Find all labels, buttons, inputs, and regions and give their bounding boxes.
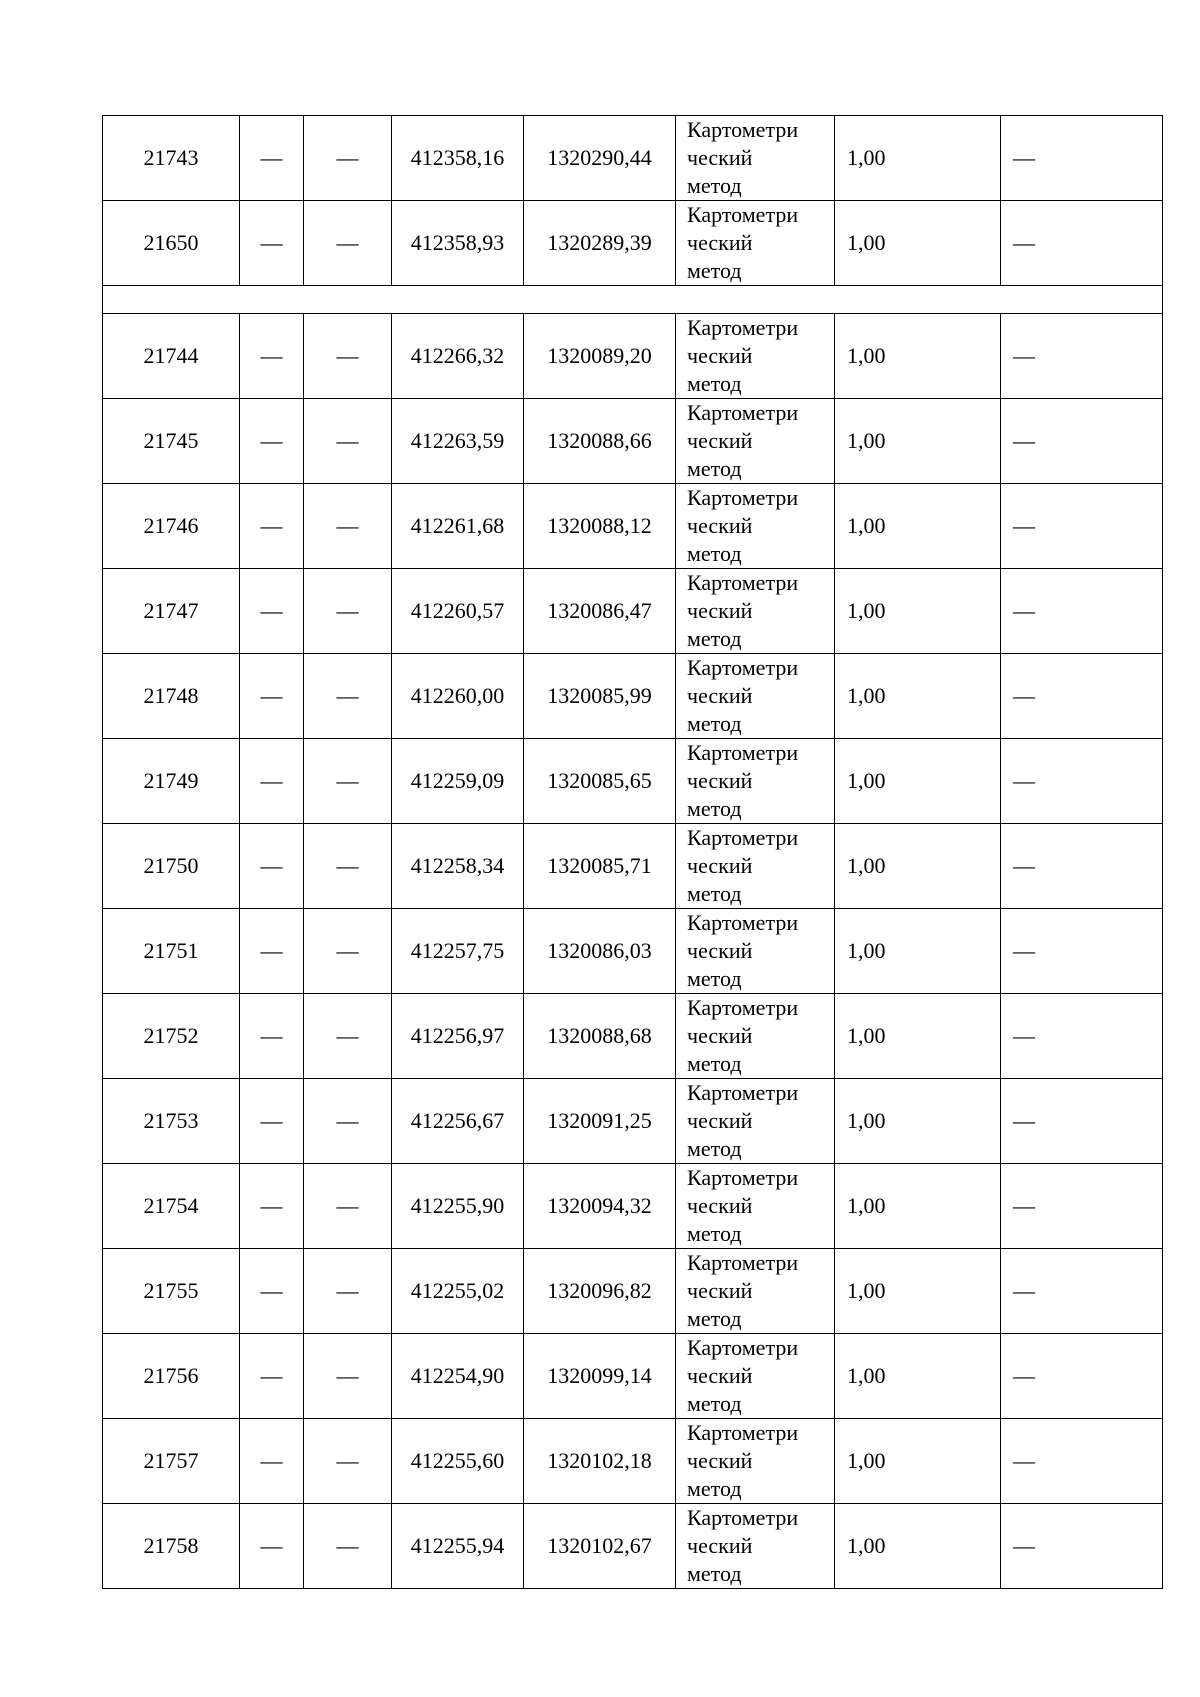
description-cell: — [1001, 739, 1163, 824]
x-coordinate-cell: 412263,59 [392, 399, 524, 484]
table-row [103, 484, 1163, 569]
method-text-line: ческий [687, 1533, 753, 1558]
y-coordinate-cell: 1320094,32 [524, 1164, 676, 1249]
accuracy-cell: 1,00 [835, 201, 1001, 286]
method-text-line: Картометри [687, 655, 799, 680]
x-coordinate-cell: 412255,90 [392, 1164, 524, 1249]
method-text-line: метод [687, 711, 742, 736]
method-text-line: метод [687, 456, 742, 481]
empty-value-cell: — [304, 1164, 392, 1249]
method-cell [676, 314, 835, 399]
method-text-line: ческий [687, 428, 753, 453]
accuracy-cell: 1,00 [835, 739, 1001, 824]
table-row [103, 824, 1163, 909]
empty-value-cell: — [240, 654, 304, 739]
description-cell: — [1001, 201, 1163, 286]
method-cell [676, 1504, 835, 1589]
method-text-line: ческий [687, 1278, 753, 1303]
empty-value-cell: — [240, 484, 304, 569]
table-row [103, 1164, 1163, 1249]
method-text-line: ческий [687, 1193, 753, 1218]
method-text-line: метод [687, 1136, 742, 1161]
x-coordinate-cell: 412258,34 [392, 824, 524, 909]
method-text-line: Картометри [687, 1250, 799, 1275]
point-number-cell: 21755 [103, 1249, 240, 1334]
table-row [103, 201, 1163, 286]
point-number-cell: 21758 [103, 1504, 240, 1589]
empty-value-cell: — [304, 1079, 392, 1164]
description-cell: — [1001, 824, 1163, 909]
accuracy-cell: 1,00 [835, 654, 1001, 739]
point-number-cell: 21650 [103, 201, 240, 286]
table-separator-row [103, 286, 1163, 314]
point-number-cell: 21743 [103, 116, 240, 201]
method-text-line: метод [687, 1221, 742, 1246]
y-coordinate-cell: 1320086,03 [524, 909, 676, 994]
method-text-line: Картометри [687, 825, 799, 850]
point-number-cell: 21745 [103, 399, 240, 484]
y-coordinate-cell: 1320085,65 [524, 739, 676, 824]
method-text-line: метод [687, 1391, 742, 1416]
point-number-cell: 21746 [103, 484, 240, 569]
accuracy-cell: 1,00 [835, 1249, 1001, 1334]
description-cell: — [1001, 1249, 1163, 1334]
method-text-line: метод [687, 966, 742, 991]
x-coordinate-cell: 412255,94 [392, 1504, 524, 1589]
point-number-cell: 21750 [103, 824, 240, 909]
y-coordinate-cell: 1320088,12 [524, 484, 676, 569]
x-coordinate-cell: 412266,32 [392, 314, 524, 399]
point-number-cell: 21751 [103, 909, 240, 994]
empty-value-cell: — [304, 909, 392, 994]
table-row [103, 1504, 1163, 1589]
method-cell [676, 1249, 835, 1334]
method-cell [676, 654, 835, 739]
accuracy-cell: 1,00 [835, 1079, 1001, 1164]
empty-value-cell: — [240, 1249, 304, 1334]
description-cell: — [1001, 654, 1163, 739]
description-cell: — [1001, 1504, 1163, 1589]
empty-value-cell: — [304, 569, 392, 654]
empty-value-cell: — [304, 1419, 392, 1504]
table-row [103, 739, 1163, 824]
y-coordinate-cell: 1320096,82 [524, 1249, 676, 1334]
method-cell [676, 1079, 835, 1164]
method-text-line: ческий [687, 145, 753, 170]
empty-value-cell: — [240, 1164, 304, 1249]
accuracy-cell: 1,00 [835, 1504, 1001, 1589]
description-cell: — [1001, 1079, 1163, 1164]
table-row [103, 909, 1163, 994]
y-coordinate-cell: 1320085,71 [524, 824, 676, 909]
method-text-line: метод [687, 1561, 742, 1586]
description-cell: — [1001, 994, 1163, 1079]
empty-value-cell: — [240, 994, 304, 1079]
method-text-line: ческий [687, 683, 753, 708]
method-text-line: Картометри [687, 1335, 799, 1360]
empty-value-cell: — [240, 824, 304, 909]
y-coordinate-cell: 1320102,18 [524, 1419, 676, 1504]
accuracy-cell: 1,00 [835, 824, 1001, 909]
empty-value-cell: — [240, 569, 304, 654]
method-text-line: ческий [687, 598, 753, 623]
table-separator-cell [103, 286, 1163, 314]
accuracy-cell: 1,00 [835, 1334, 1001, 1419]
method-text-line: ческий [687, 1023, 753, 1048]
table-row [103, 569, 1163, 654]
method-text-line: ческий [687, 853, 753, 878]
table-row [103, 994, 1163, 1079]
method-text-line: Картометри [687, 995, 799, 1020]
point-number-cell: 21756 [103, 1334, 240, 1419]
method-text-line: Картометри [687, 740, 799, 765]
description-cell: — [1001, 484, 1163, 569]
description-cell: — [1001, 314, 1163, 399]
x-coordinate-cell: 412358,16 [392, 116, 524, 201]
empty-value-cell: — [304, 1504, 392, 1589]
method-text-line: Картометри [687, 1505, 799, 1530]
x-coordinate-cell: 412358,93 [392, 201, 524, 286]
coordinates-table [102, 115, 1163, 1589]
method-cell [676, 116, 835, 201]
method-text-line: Картометри [687, 400, 799, 425]
y-coordinate-cell: 1320086,47 [524, 569, 676, 654]
point-number-cell: 21744 [103, 314, 240, 399]
x-coordinate-cell: 412256,67 [392, 1079, 524, 1164]
point-number-cell: 21754 [103, 1164, 240, 1249]
method-text-line: ческий [687, 343, 753, 368]
method-text-line: ческий [687, 1108, 753, 1133]
empty-value-cell: — [304, 116, 392, 201]
empty-value-cell: — [240, 909, 304, 994]
method-text-line: метод [687, 1051, 742, 1076]
empty-value-cell: — [240, 314, 304, 399]
table-row [103, 116, 1163, 201]
method-text-line: ческий [687, 768, 753, 793]
table-row [103, 399, 1163, 484]
y-coordinate-cell: 1320088,68 [524, 994, 676, 1079]
accuracy-cell: 1,00 [835, 399, 1001, 484]
table-row [103, 1249, 1163, 1334]
y-coordinate-cell: 1320091,25 [524, 1079, 676, 1164]
method-text-line: метод [687, 371, 742, 396]
point-number-cell: 21753 [103, 1079, 240, 1164]
y-coordinate-cell: 1320102,67 [524, 1504, 676, 1589]
x-coordinate-cell: 412255,02 [392, 1249, 524, 1334]
accuracy-cell: 1,00 [835, 569, 1001, 654]
accuracy-cell: 1,00 [835, 909, 1001, 994]
description-cell: — [1001, 1419, 1163, 1504]
empty-value-cell: — [240, 739, 304, 824]
y-coordinate-cell: 1320089,20 [524, 314, 676, 399]
point-number-cell: 21747 [103, 569, 240, 654]
x-coordinate-cell: 412260,57 [392, 569, 524, 654]
method-cell [676, 399, 835, 484]
empty-value-cell: — [304, 399, 392, 484]
method-text-line: метод [687, 1306, 742, 1331]
method-cell [676, 994, 835, 1079]
description-cell: — [1001, 399, 1163, 484]
x-coordinate-cell: 412255,60 [392, 1419, 524, 1504]
table-row [103, 654, 1163, 739]
empty-value-cell: — [304, 1334, 392, 1419]
point-number-cell: 21749 [103, 739, 240, 824]
method-text-line: ческий [687, 513, 753, 538]
method-cell [676, 569, 835, 654]
empty-value-cell: — [304, 654, 392, 739]
table-row [103, 1419, 1163, 1504]
empty-value-cell: — [240, 1419, 304, 1504]
method-text-line: ческий [687, 938, 753, 963]
accuracy-cell: 1,00 [835, 1164, 1001, 1249]
empty-value-cell: — [304, 994, 392, 1079]
table-row [103, 314, 1163, 399]
empty-value-cell: — [304, 1249, 392, 1334]
method-text-line: метод [687, 173, 742, 198]
method-cell [676, 909, 835, 994]
method-text-line: Картометри [687, 315, 799, 340]
method-cell [676, 1334, 835, 1419]
method-text-line: Картометри [687, 1165, 799, 1190]
empty-value-cell: — [304, 824, 392, 909]
method-text-line: Картометри [687, 117, 799, 142]
empty-value-cell: — [304, 314, 392, 399]
x-coordinate-cell: 412259,09 [392, 739, 524, 824]
y-coordinate-cell: 1320289,39 [524, 201, 676, 286]
empty-value-cell: — [304, 201, 392, 286]
method-text-line: метод [687, 1476, 742, 1501]
method-cell [676, 201, 835, 286]
method-text-line: Картометри [687, 1080, 799, 1105]
point-number-cell: 21752 [103, 994, 240, 1079]
description-cell: — [1001, 909, 1163, 994]
method-text-line: Картометри [687, 1420, 799, 1445]
x-coordinate-cell: 412260,00 [392, 654, 524, 739]
method-text-line: Картометри [687, 202, 799, 227]
y-coordinate-cell: 1320290,44 [524, 116, 676, 201]
empty-value-cell: — [304, 484, 392, 569]
method-text-line: ческий [687, 1363, 753, 1388]
empty-value-cell: — [240, 1334, 304, 1419]
accuracy-cell: 1,00 [835, 484, 1001, 569]
accuracy-cell: 1,00 [835, 116, 1001, 201]
table-row [103, 1334, 1163, 1419]
description-cell: — [1001, 569, 1163, 654]
method-text-line: Картометри [687, 570, 799, 595]
point-number-cell: 21748 [103, 654, 240, 739]
empty-value-cell: — [240, 201, 304, 286]
method-text-line: метод [687, 796, 742, 821]
y-coordinate-cell: 1320088,66 [524, 399, 676, 484]
method-cell [676, 739, 835, 824]
method-text-line: ческий [687, 230, 753, 255]
method-cell [676, 1164, 835, 1249]
y-coordinate-cell: 1320085,99 [524, 654, 676, 739]
description-cell: — [1001, 1334, 1163, 1419]
description-cell: — [1001, 1164, 1163, 1249]
method-text-line: метод [687, 881, 742, 906]
description-cell: — [1001, 116, 1163, 201]
x-coordinate-cell: 412254,90 [392, 1334, 524, 1419]
x-coordinate-cell: 412257,75 [392, 909, 524, 994]
empty-value-cell: — [304, 739, 392, 824]
point-number-cell: 21757 [103, 1419, 240, 1504]
method-cell [676, 484, 835, 569]
coordinates-table-body [103, 116, 1163, 1589]
method-text-line: метод [687, 541, 742, 566]
y-coordinate-cell: 1320099,14 [524, 1334, 676, 1419]
accuracy-cell: 1,00 [835, 1419, 1001, 1504]
method-cell [676, 824, 835, 909]
empty-value-cell: — [240, 1079, 304, 1164]
x-coordinate-cell: 412256,97 [392, 994, 524, 1079]
method-cell [676, 1419, 835, 1504]
method-text-line: метод [687, 626, 742, 651]
x-coordinate-cell: 412261,68 [392, 484, 524, 569]
method-text-line: ческий [687, 1448, 753, 1473]
table-row [103, 1079, 1163, 1164]
empty-value-cell: — [240, 116, 304, 201]
empty-value-cell: — [240, 399, 304, 484]
accuracy-cell: 1,00 [835, 994, 1001, 1079]
method-text-line: Картометри [687, 485, 799, 510]
method-text-line: Картометри [687, 910, 799, 935]
method-text-line: метод [687, 258, 742, 283]
accuracy-cell: 1,00 [835, 314, 1001, 399]
empty-value-cell: — [240, 1504, 304, 1589]
